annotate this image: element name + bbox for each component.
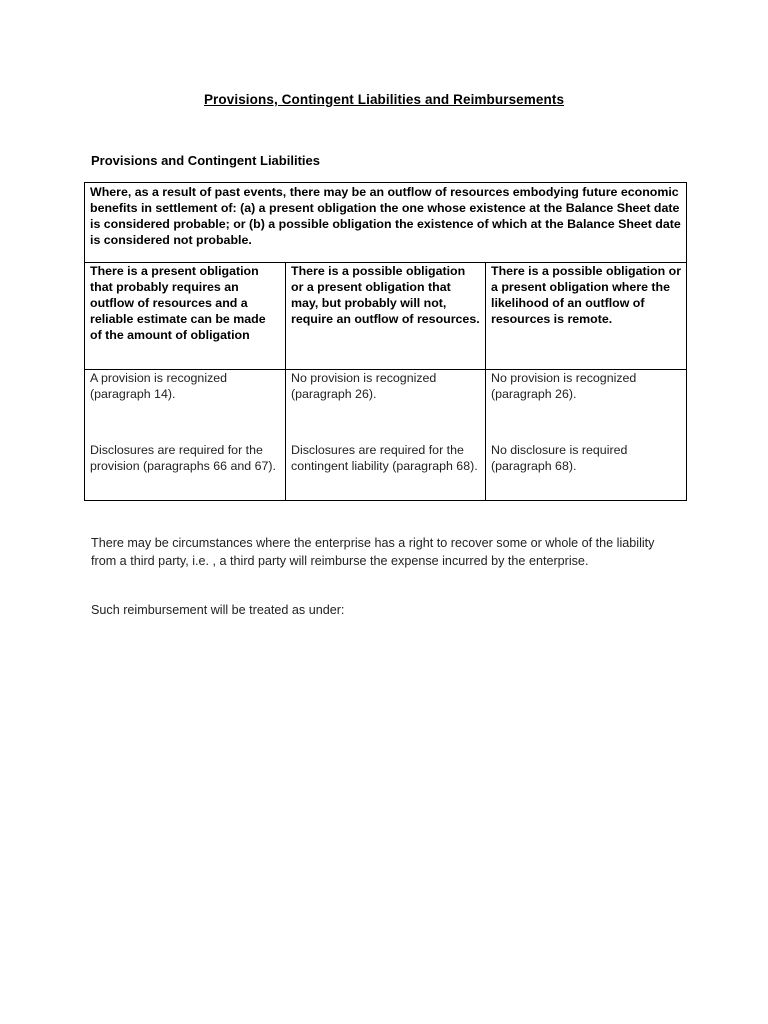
column-1-body [85, 370, 286, 501]
column-2-header: There is a possible obligation or a present obligation that may, but probably will not, require an outflow of resources. [286, 263, 486, 370]
provisions-table [84, 182, 687, 501]
table-header-row [85, 263, 687, 370]
column-1-disclosure: Disclosures are required for the provision (paragraphs 66 and 67). [90, 443, 276, 473]
column-2-body [286, 370, 486, 501]
column-3-disclosure: No disclosure is required (paragraph 68). [491, 443, 628, 473]
table-intro-cell: Where, as a result of past events, there may be an outflow of resources embodying future economic benefits in settlement of: (a) a present obligation the one whose existence at the Balance Sheet date is considered probable; or (b) a possible obligation the existence of which at the Balance Sheet date is considered not probable. [85, 183, 687, 263]
column-3-header: There is a possible obligation or a present obligation where the likelihood of an outflow of resources is remote. [486, 263, 687, 370]
section-heading: Provisions and Contingent Liabilities [91, 153, 320, 168]
column-1-recognition: A provision is recognized (paragraph 14). [90, 371, 228, 401]
reimbursement-paragraph: There may be circumstances where the enterprise has a right to recover some or whole of the liability from a third party, i.e. , a third party will reimburse the expense incurred by the enterprise. [91, 536, 655, 568]
column-1-header: There is a present obligation that probably requires an outflow of resources and a reliable estimate can be made of the amount of obligation [85, 263, 286, 370]
treatment-paragraph: Such reimbursement will be treated as under: [91, 603, 345, 617]
page-title: Provisions, Contingent Liabilities and Reimbursements [203, 92, 565, 107]
column-2-recognition: No provision is recognized (paragraph 26). [291, 371, 437, 401]
column-2-disclosure: Disclosures are required for the contingent liability (paragraph 68). [291, 443, 478, 473]
column-3-body [486, 370, 687, 501]
provisions-table-wrapper [84, 182, 686, 501]
column-3-recognition: No provision is recognized (paragraph 26). [491, 371, 637, 401]
table-intro-row [85, 183, 687, 263]
table-row [85, 370, 687, 501]
